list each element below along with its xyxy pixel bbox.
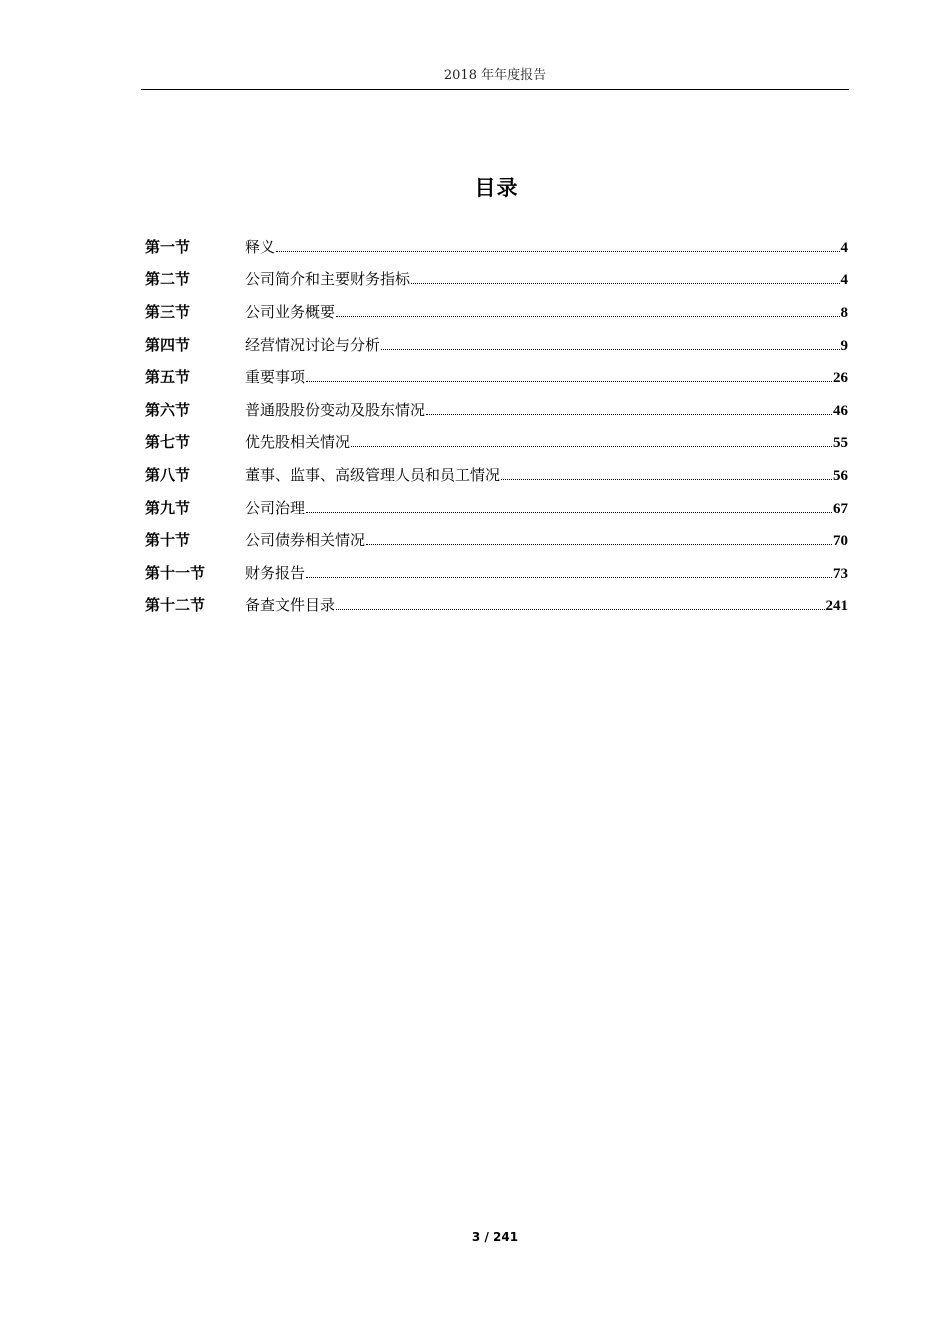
- toc-row[interactable]: [145, 589, 848, 622]
- toc-section-number: 第八节: [145, 465, 191, 484]
- toc-page-number: 4: [840, 239, 848, 256]
- toc-section-name: 公司债券相关情况: [245, 531, 366, 550]
- toc-page-number: 241: [825, 598, 848, 615]
- toc-entry: [245, 399, 848, 420]
- toc-entry: [245, 268, 848, 289]
- page-indicator: 3 / 241: [471, 1230, 519, 1244]
- toc-section-name: 重要事项: [245, 368, 306, 387]
- dot-leader: [501, 479, 832, 480]
- toc-entry: [245, 529, 848, 550]
- toc-section-name: 释义: [245, 237, 276, 256]
- toc-section-number: 第四节: [145, 335, 191, 354]
- dot-leader: [306, 512, 832, 513]
- dot-leader: [411, 283, 839, 284]
- dot-leader: [426, 414, 832, 415]
- toc-entry: [245, 301, 848, 322]
- toc-page-number: 67: [833, 500, 848, 517]
- toc-entry: [245, 497, 848, 518]
- table-of-contents: [145, 230, 848, 621]
- toc-row[interactable]: [145, 523, 848, 556]
- toc-entry: [245, 431, 848, 452]
- toc-row[interactable]: [145, 393, 848, 426]
- dot-leader: [336, 609, 824, 610]
- header-text: 2018 年年度报告: [443, 68, 547, 83]
- toc-section-name: 财务报告: [245, 563, 306, 582]
- dot-leader: [381, 349, 839, 350]
- toc-section-name: 公司简介和主要财务指标: [245, 270, 411, 289]
- toc-row[interactable]: [145, 426, 848, 459]
- toc-entry: [245, 464, 848, 485]
- toc-page-number: 73: [833, 565, 848, 582]
- toc-section-number: 第一节: [145, 237, 191, 256]
- toc-page-number: 4: [840, 272, 848, 289]
- toc-row[interactable]: [145, 556, 848, 589]
- toc-section-number: 第二节: [145, 270, 191, 289]
- dot-leader: [351, 446, 832, 447]
- toc-section-number: 第七节: [145, 433, 191, 452]
- toc-section-name: 董事、监事、高级管理人员和员工情况: [245, 465, 501, 484]
- toc-section-number: 第五节: [145, 368, 191, 387]
- toc-section-number: 第十一节: [145, 563, 206, 582]
- toc-row[interactable]: [145, 263, 848, 296]
- toc-page-number: 46: [833, 402, 848, 419]
- toc-section-name: 备查文件目录: [245, 596, 336, 615]
- dot-leader: [366, 544, 832, 545]
- toc-row[interactable]: [145, 360, 848, 393]
- toc-section-number: 第十二节: [145, 596, 206, 615]
- toc-section-number: 第三节: [145, 302, 191, 321]
- toc-title: 目录: [474, 175, 519, 200]
- toc-row[interactable]: [145, 491, 848, 524]
- toc-page-number: 26: [833, 370, 848, 387]
- toc-section-name: 公司治理: [245, 498, 306, 517]
- toc-entry: [245, 594, 848, 615]
- toc-page-number: 56: [833, 467, 848, 484]
- toc-page-number: 70: [833, 533, 848, 550]
- page-footer: [0, 1230, 950, 1244]
- toc-section-name: 优先股相关情况: [245, 433, 351, 452]
- toc-page-number: 9: [840, 337, 848, 354]
- toc-entry: [245, 334, 848, 355]
- dot-leader: [336, 316, 839, 317]
- toc-section-number: 第九节: [145, 498, 191, 517]
- toc-section-name: 公司业务概要: [245, 302, 336, 321]
- toc-entry: [245, 366, 848, 387]
- toc-section-number: 第十节: [145, 531, 191, 550]
- toc-entry: [245, 236, 848, 257]
- toc-entry: [245, 562, 848, 583]
- toc-page-number: 8: [840, 304, 848, 321]
- toc-row[interactable]: [145, 328, 848, 361]
- toc-section-number: 第六节: [145, 400, 191, 419]
- dot-leader: [306, 577, 832, 578]
- dot-leader: [306, 381, 832, 382]
- toc-row[interactable]: [145, 458, 848, 491]
- toc-section-name: 普通股股份变动及股东情况: [245, 400, 426, 419]
- toc-section-name: 经营情况讨论与分析: [245, 335, 381, 354]
- toc-row[interactable]: [145, 230, 848, 263]
- toc-row[interactable]: [145, 295, 848, 328]
- page-header: [141, 66, 849, 90]
- dot-leader: [276, 251, 839, 252]
- toc-page-number: 55: [833, 435, 848, 452]
